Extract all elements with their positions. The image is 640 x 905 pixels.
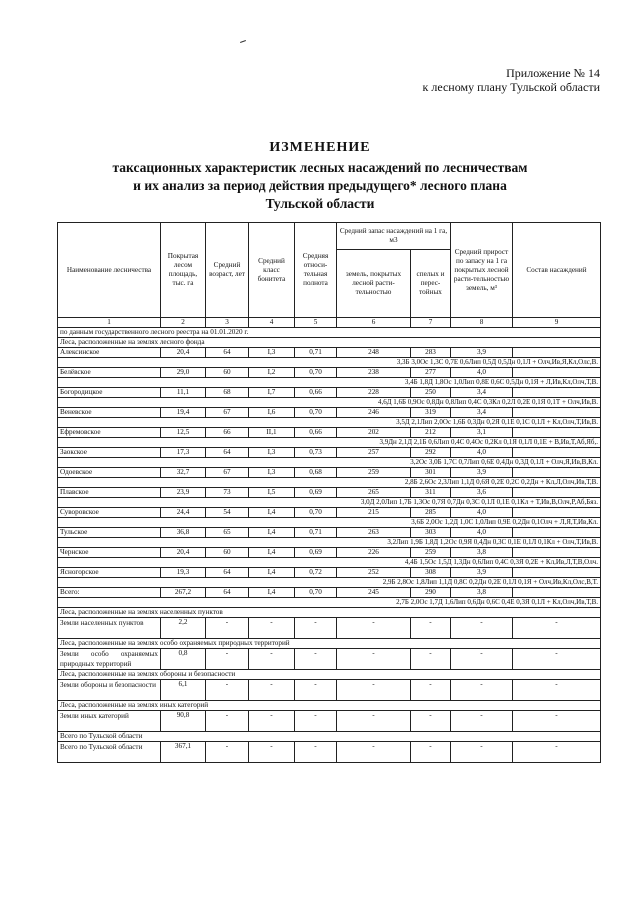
forestry-row <box>58 508 601 518</box>
taxation-table <box>57 222 601 763</box>
forestry-row <box>58 428 601 438</box>
forestry-composition-row <box>58 518 601 528</box>
forestry-composition: 3,2Ос 3,0Б 1,7С 0,7Лип 0,6Е 0,4Дн 0,3Д 0,1Л + Олч,Я,Ив,В,Кл. <box>58 458 601 468</box>
forestry-area: 19,4 <box>161 408 206 418</box>
dash-cell: - <box>337 618 411 639</box>
forestry-bonitet: I,7 <box>249 388 295 398</box>
forestry-composition: 3,6Б 2,0Ос 1,2Д 1,0С 1,0Лип 0,9Е 0,2Дн 0,1Олч + Л,Я,Т,Ив,Кл. <box>58 518 601 528</box>
dash-cell: - <box>513 649 601 670</box>
forestry-composition-row <box>58 578 601 588</box>
forestry-area: 17,3 <box>161 448 206 458</box>
dash-cell: - <box>513 742 601 763</box>
empty-cell <box>513 488 601 498</box>
dash-cell: - <box>206 618 249 639</box>
forestry-age: 60 <box>206 368 249 378</box>
empty-cell <box>513 428 601 438</box>
forestry-age: 64 <box>206 348 249 358</box>
forestry-density: 0,69 <box>295 548 337 558</box>
forestry-age: 60 <box>206 548 249 558</box>
source-note: по данным государственного лесного реестра на 01.01.2020 г. <box>58 328 601 338</box>
empty-cell <box>513 588 601 598</box>
section-row <box>58 701 601 711</box>
empty-cell <box>513 508 601 518</box>
dash-cell: - <box>411 680 451 701</box>
forestry-increment: 3,9 <box>451 468 513 478</box>
appendix-note <box>330 66 600 94</box>
forestry-area: 11,1 <box>161 388 206 398</box>
dash-cell: - <box>513 618 601 639</box>
forestry-increment: 4,0 <box>451 508 513 518</box>
forestry-area: 36,8 <box>161 528 206 538</box>
forestry-stock: 215 <box>337 508 411 518</box>
forestry-mature: 285 <box>411 508 451 518</box>
forestry-stock: 202 <box>337 428 411 438</box>
section-row <box>58 338 601 348</box>
forestry-name: Ефремовское <box>58 428 161 438</box>
forestry-name: Чернское <box>58 548 161 558</box>
section-title: Леса, расположенные на землях особо охраняемых природных территорий <box>58 639 601 649</box>
dash-cell: - <box>249 742 295 763</box>
total-composition: 2,7Б 2,0Ос 1,7Д 1,6Лип 0,6Дн 0,6С 0,4Е 0,3Я 0,1Л + Кл,Олч,Ив,Т,В. <box>58 598 601 608</box>
forestry-row <box>58 348 601 358</box>
land-category-area: 0,8 <box>161 649 206 670</box>
title-line-3: Тульской области <box>265 196 375 211</box>
forestry-bonitet: I,3 <box>249 348 295 358</box>
forestry-composition-row <box>58 498 601 508</box>
forestry-composition: 3,2Лип 1,9Б 1,8Д 1,2Ос 0,9Я 0,4Дн 0,3С 0,1Е 0,1Л 0,1Кл + Олч,Т,Ив,В. <box>58 538 601 548</box>
section-title: Леса, расположенные на землях иных категорий <box>58 701 601 711</box>
forestry-age: 68 <box>206 388 249 398</box>
forestry-row <box>58 568 601 578</box>
forestry-composition-row <box>58 398 601 408</box>
dash-cell: - <box>411 711 451 732</box>
forestry-row <box>58 408 601 418</box>
forestry-name: Тульское <box>58 528 161 538</box>
section-row <box>58 732 601 742</box>
dash-cell: - <box>451 711 513 732</box>
forestry-name: Заокское <box>58 448 161 458</box>
dash-cell: - <box>411 649 451 670</box>
empty-cell <box>513 368 601 378</box>
forestry-bonitet: I,5 <box>249 488 295 498</box>
forestry-composition: 3,5Д 2,1Лип 2,0Ос 1,6Б 0,3Дн 0,2Я 0,1Е 0,1С 0,1Л + Кл,Олч,Т,Ив,В. <box>58 418 601 428</box>
forestry-density: 0,68 <box>295 468 337 478</box>
dash-cell: - <box>249 618 295 639</box>
forestry-density: 0,70 <box>295 408 337 418</box>
total-area: 267,2 <box>161 588 206 598</box>
forestry-composition: 2,8Б 2,6Ос 2,3Лип 1,1Д 0,6Я 0,2Е 0,2С 0,2Дн + Кл,Л,Олч,Ив,Т,В. <box>58 478 601 488</box>
forestry-name: Алексинское <box>58 348 161 358</box>
empty-cell <box>513 388 601 398</box>
forestry-mature: 292 <box>411 448 451 458</box>
forestry-stock: 263 <box>337 528 411 538</box>
forestry-composition: 4,4Б 1,5Ос 1,5Д 1,3Дн 0,6Лип 0,4С 0,3Я 0,2Е + Кл,Ив,Л,Т,В,Олч. <box>58 558 601 568</box>
dash-cell: - <box>451 680 513 701</box>
total-name: Всего: <box>58 588 161 598</box>
forestry-increment: 4,0 <box>451 368 513 378</box>
forestry-stock: 228 <box>337 388 411 398</box>
column-number: 5 <box>295 318 337 328</box>
dash-cell: - <box>295 680 337 701</box>
forestry-stock: 259 <box>337 468 411 478</box>
forestry-row <box>58 488 601 498</box>
col-header-stock-mature: спелых и перес-тойных <box>411 250 451 318</box>
column-number: 7 <box>411 318 451 328</box>
document-title <box>40 139 600 213</box>
forestry-bonitet: I,6 <box>249 408 295 418</box>
dash-cell: - <box>295 742 337 763</box>
forestry-area: 23,9 <box>161 488 206 498</box>
forestry-bonitet: II,1 <box>249 428 295 438</box>
forestry-stock: 265 <box>337 488 411 498</box>
forestry-increment: 4,0 <box>451 448 513 458</box>
pen-mark <box>240 40 246 43</box>
land-category-area: 6,1 <box>161 680 206 701</box>
forestry-mature: 277 <box>411 368 451 378</box>
forestry-mature: 301 <box>411 468 451 478</box>
forestry-row <box>58 548 601 558</box>
forestry-stock: 252 <box>337 568 411 578</box>
dash-cell: - <box>295 711 337 732</box>
forestry-age: 67 <box>206 468 249 478</box>
forestry-name: Белёвское <box>58 368 161 378</box>
forestry-age: 67 <box>206 408 249 418</box>
forestry-composition: 3,4Б 1,8Д 1,8Ос 1,0Лип 0,8Е 0,6С 0,5Дн 0,1Я + Л,Ив,Кл,Олч,Т,В. <box>58 378 601 388</box>
forestry-composition: 3,0Д 2,0Лип 1,7Б 1,3Ос 0,7Я 0,7Дн 0,3С 0,1Л 0,1Е 0,1Кл + Т,Ив,В,Олч,Р,Аб,Бяз. <box>58 498 601 508</box>
empty-cell <box>513 348 601 358</box>
column-number: 2 <box>161 318 206 328</box>
dash-cell: - <box>206 680 249 701</box>
forestry-age: 66 <box>206 428 249 438</box>
forestry-composition-row <box>58 478 601 488</box>
forestry-composition-row <box>58 418 601 428</box>
forestry-mature: 303 <box>411 528 451 538</box>
forestry-row <box>58 528 601 538</box>
forestry-density: 0,66 <box>295 428 337 438</box>
forestry-mature: 250 <box>411 388 451 398</box>
title-line-2: и их анализ за период действия предыдущего* лесного плана <box>133 178 507 193</box>
forestry-name: Веневское <box>58 408 161 418</box>
forestry-composition: 3,3Б 3,0Ос 1,3С 0,7Е 0,6Лип 0,5Д 0,5Дн 0,1Л + Олч,Ив,Я,Кл,Олс,В. <box>58 358 601 368</box>
land-category-area: 2,2 <box>161 618 206 639</box>
forestry-composition-row <box>58 538 601 548</box>
forestry-increment: 3,8 <box>451 548 513 558</box>
total-stock: 245 <box>337 588 411 598</box>
forestry-name: Ясногорское <box>58 568 161 578</box>
forestry-composition: 4,6Д 1,6Б 0,9Ос 0,8Дн 0,8Лип 0,4С 0,3Кл 0,2Л 0,2Е 0,1Я 0,1Т + Олч,Ив,В. <box>58 398 601 408</box>
section-row <box>58 639 601 649</box>
col-header-name: Наименование лесничества <box>58 223 161 318</box>
dash-cell: - <box>451 649 513 670</box>
total-density: 0,70 <box>295 588 337 598</box>
col-header-density: Средняя относи-тельная полнота <box>295 223 337 318</box>
forestry-density: 0,66 <box>295 388 337 398</box>
forestry-mature: 259 <box>411 548 451 558</box>
forestry-increment: 3,1 <box>451 428 513 438</box>
forestry-name: Богородицкое <box>58 388 161 398</box>
dash-cell: - <box>337 680 411 701</box>
forestry-bonitet: I,4 <box>249 528 295 538</box>
section-title: Леса, расположенные на землях населенных пунктов <box>58 608 601 618</box>
section-row <box>58 608 601 618</box>
forestry-increment: 3,4 <box>451 408 513 418</box>
forestry-age: 64 <box>206 448 249 458</box>
col-header-stock-group: Средний запас насаждений на 1 га, м3 <box>337 223 451 250</box>
forestry-composition-row <box>58 558 601 568</box>
forestry-age: 54 <box>206 508 249 518</box>
empty-cell <box>513 548 601 558</box>
forestry-bonitet: I,4 <box>249 568 295 578</box>
forestry-mature: 283 <box>411 348 451 358</box>
col-header-stock-land: земель, покрытых лесной расти-тельностью <box>337 250 411 318</box>
dash-cell: - <box>411 618 451 639</box>
forestry-area: 20,4 <box>161 348 206 358</box>
forestry-density: 0,73 <box>295 448 337 458</box>
title-line-1: таксационных характеристик лесных насаждений по лесничествам <box>112 160 528 175</box>
forestry-composition: 3,9Дн 2,1Д 2,1Б 0,6Лип 0,4С 0,4Ос 0,2Кл 0,1Я 0,1Л 0,1Е + В,Ив,Т,Аб,Яб,. <box>58 438 601 448</box>
land-category-name: Земли особо охраняемых природных территорий <box>58 649 161 670</box>
forestry-increment: 4,0 <box>451 528 513 538</box>
column-number: 9 <box>513 318 601 328</box>
forestry-composition: 2,9Б 2,8Ос 1,8Лип 1,1Д 0,8С 0,2Дн 0,2Е 0,1Л 0,1Я + Олч,Ив,Кл,Олс,В,Т. <box>58 578 601 588</box>
section-title-region: Всего по Тульской области <box>58 732 601 742</box>
empty-cell <box>513 408 601 418</box>
forestry-bonitet: I,3 <box>249 448 295 458</box>
title-main: ИЗМЕНЕНИЕ <box>269 140 371 155</box>
forestry-composition-row <box>58 358 601 368</box>
header-row-1 <box>58 223 601 250</box>
dash-cell: - <box>451 618 513 639</box>
region-total-name: Всего по Тульской области <box>58 742 161 763</box>
land-category-row <box>58 649 601 670</box>
forestry-name: Одоевское <box>58 468 161 478</box>
forestry-mature: 319 <box>411 408 451 418</box>
forestry-composition-row <box>58 438 601 448</box>
dash-cell: - <box>206 649 249 670</box>
source-note-row <box>58 328 601 338</box>
section-row <box>58 670 601 680</box>
dash-cell: - <box>249 649 295 670</box>
col-header-area: Покрытая лесом площадь, тыс. га <box>161 223 206 318</box>
forestry-row <box>58 448 601 458</box>
section-title-forest-fund: Леса, расположенные на землях лесного фонда <box>58 338 601 348</box>
forestry-rows <box>58 348 601 588</box>
dash-cell: - <box>337 711 411 732</box>
forestry-name: Плавское <box>58 488 161 498</box>
total-row <box>58 588 601 598</box>
forestry-bonitet: I,2 <box>249 368 295 378</box>
forestry-increment: 3,9 <box>451 348 513 358</box>
dash-cell: - <box>451 742 513 763</box>
col-header-increment: Средний прирост по запасу на 1 га покрытых лесной расти-тельностью земель, м³ <box>451 223 513 318</box>
dash-cell: - <box>206 711 249 732</box>
forestry-row <box>58 368 601 378</box>
col-header-age: Средний возраст, лет <box>206 223 249 318</box>
land-category-row <box>58 711 601 732</box>
total-mature: 290 <box>411 588 451 598</box>
forestry-stock: 238 <box>337 368 411 378</box>
dash-cell: - <box>249 711 295 732</box>
dash-cell: - <box>337 742 411 763</box>
total-bonitet: I,4 <box>249 588 295 598</box>
land-category-area: 90,8 <box>161 711 206 732</box>
dash-cell: - <box>337 649 411 670</box>
forestry-area: 32,7 <box>161 468 206 478</box>
forestry-row <box>58 388 601 398</box>
dash-cell: - <box>206 742 249 763</box>
region-total-area: 367,1 <box>161 742 206 763</box>
land-category-name: Земли обороны и безопасности <box>58 680 161 701</box>
forestry-density: 0,69 <box>295 488 337 498</box>
forestry-density: 0,70 <box>295 368 337 378</box>
forestry-stock: 226 <box>337 548 411 558</box>
forestry-bonitet: I,4 <box>249 508 295 518</box>
forestry-stock: 248 <box>337 348 411 358</box>
forestry-bonitet: I,3 <box>249 468 295 478</box>
land-category-row <box>58 618 601 639</box>
dash-cell: - <box>411 742 451 763</box>
forestry-area: 19,3 <box>161 568 206 578</box>
empty-cell <box>513 448 601 458</box>
forestry-increment: 3,9 <box>451 568 513 578</box>
forestry-stock: 257 <box>337 448 411 458</box>
total-composition-row <box>58 598 601 608</box>
land-category-name: Земли иных категорий <box>58 711 161 732</box>
forestry-mature: 311 <box>411 488 451 498</box>
dash-cell: - <box>295 618 337 639</box>
dash-cell: - <box>513 680 601 701</box>
appendix-reference: к лесному плану Тульской области <box>422 80 600 94</box>
total-age: 64 <box>206 588 249 598</box>
forestry-density: 0,71 <box>295 348 337 358</box>
section-title: Леса, расположенные на землях обороны и безопасности <box>58 670 601 680</box>
empty-cell <box>513 468 601 478</box>
forestry-age: 64 <box>206 568 249 578</box>
total-increment: 3,8 <box>451 588 513 598</box>
dash-cell: - <box>295 649 337 670</box>
forestry-area: 20,4 <box>161 548 206 558</box>
forestry-area: 24,4 <box>161 508 206 518</box>
column-number: 8 <box>451 318 513 328</box>
forestry-density: 0,70 <box>295 508 337 518</box>
appendix-number: Приложение № 14 <box>506 66 600 80</box>
forestry-mature: 308 <box>411 568 451 578</box>
col-header-bonitet: Средний класс бонитета <box>249 223 295 318</box>
column-number: 3 <box>206 318 249 328</box>
column-number: 4 <box>249 318 295 328</box>
land-category-name: Земли населенных пунктов <box>58 618 161 639</box>
forestry-area: 29,0 <box>161 368 206 378</box>
forestry-density: 0,71 <box>295 528 337 538</box>
other-land-rows <box>58 608 601 732</box>
dash-cell: - <box>249 680 295 701</box>
dash-cell: - <box>513 711 601 732</box>
column-number: 1 <box>58 318 161 328</box>
forestry-density: 0,72 <box>295 568 337 578</box>
forestry-increment: 3,6 <box>451 488 513 498</box>
forestry-bonitet: I,4 <box>249 548 295 558</box>
forestry-increment: 3,4 <box>451 388 513 398</box>
empty-cell <box>513 528 601 538</box>
forestry-age: 73 <box>206 488 249 498</box>
land-category-row <box>58 680 601 701</box>
forestry-age: 65 <box>206 528 249 538</box>
column-number-row <box>58 318 601 328</box>
col-header-composition: Состав насаждений <box>513 223 601 318</box>
forestry-mature: 212 <box>411 428 451 438</box>
forestry-row <box>58 468 601 478</box>
forestry-composition-row <box>58 378 601 388</box>
forestry-name: Суворовское <box>58 508 161 518</box>
empty-cell <box>513 568 601 578</box>
forestry-stock: 246 <box>337 408 411 418</box>
forestry-composition-row <box>58 458 601 468</box>
column-number: 6 <box>337 318 411 328</box>
forestry-area: 12,5 <box>161 428 206 438</box>
region-total-row <box>58 742 601 763</box>
